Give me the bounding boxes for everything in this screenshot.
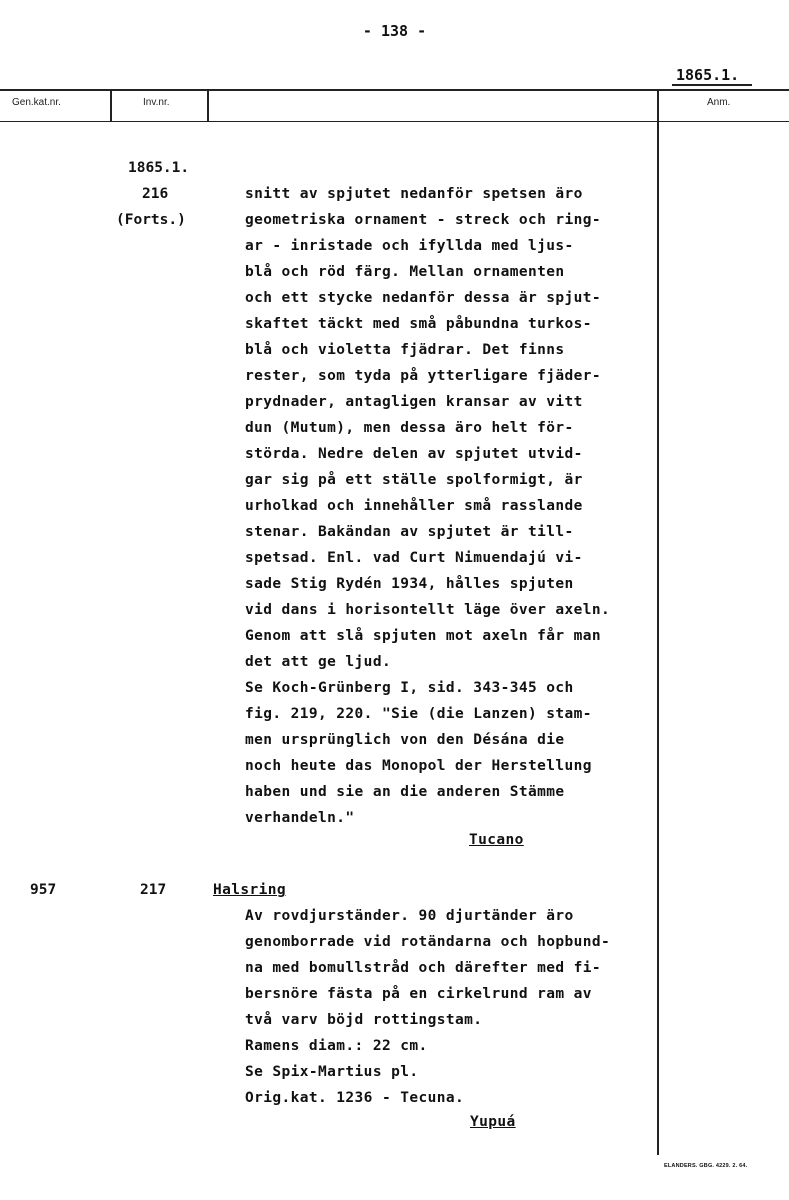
text-line: fig. 219, 220. "Sie (die Lanzen) stam- — [245, 706, 592, 722]
text-line: vid dans i horisontellt läge över axeln. — [245, 602, 611, 618]
printer-footer: ELANDERS. GBG. 4229. 2. 64. — [664, 1163, 748, 1169]
text-line: stenar. Bakändan av spjutet är till- — [245, 524, 574, 540]
header-top-rule — [0, 89, 789, 91]
text-line: Genom att slå spjuten mot axeln får man — [245, 628, 602, 644]
text-line: genomborrade vid rotändarna och hopbund- — [245, 934, 611, 950]
text-line: na med bomullstråd och därefter med fi- — [245, 960, 602, 976]
text-line: två varv böjd rottingstam. — [245, 1012, 483, 1028]
text-line: störda. Nedre delen av spjutet utvid- — [245, 446, 583, 462]
header-year: 1865.1. — [676, 66, 740, 84]
text-line: geometriska ornament - streck och ring- — [245, 212, 602, 228]
text-line: blå och röd färg. Mellan ornamenten — [245, 264, 565, 280]
text-line: men ursprünglich von den Désána die — [245, 732, 565, 748]
entry1-continued: (Forts.) — [116, 212, 186, 228]
text-line: Orig.kat. 1236 - Tecuna. — [245, 1090, 465, 1106]
text-line: Se Koch-Grünberg I, sid. 343-345 och — [245, 680, 574, 696]
text-line: gar sig på ett ställe spolformigt, är — [245, 472, 583, 488]
text-line: rester, som tyda på ytterligare fjäder- — [245, 368, 602, 384]
entry2-inv-number: 217 — [140, 882, 167, 898]
column-divider-1 — [110, 90, 112, 121]
text-line: verhandeln." — [245, 810, 355, 826]
page-number: - 138 - — [362, 22, 427, 40]
year-underline — [672, 84, 752, 86]
text-line: noch heute das Monopol der Herstellung — [245, 758, 592, 774]
text-line: dun (Mutum), men dessa äro helt för- — [245, 420, 574, 436]
entry1-inv-number: 216 — [142, 186, 169, 202]
header-bottom-rule — [0, 121, 789, 122]
header-anm: Anm. — [707, 97, 731, 108]
text-line: skaftet täckt med små påbundna turkos- — [245, 316, 592, 332]
entry1-tribe: Tucano — [469, 832, 524, 848]
text-line: och ett stycke nedanför dessa är spjut- — [245, 290, 602, 306]
text-line: prydnader, antagligen kransar av vitt — [245, 394, 583, 410]
text-line: det att ge ljud. — [245, 654, 392, 670]
entry1-year: 1865.1. — [128, 160, 190, 176]
text-line: sade Stig Rydén 1934, hålles spjuten — [245, 576, 574, 592]
text-line: Av rovdjurständer. 90 djurtänder äro — [245, 908, 574, 924]
column-divider-2 — [207, 90, 209, 121]
text-line: blå och violetta fjädrar. Det finns — [245, 342, 565, 358]
entry2-tribe: Yupuá — [470, 1114, 516, 1130]
entry2-title: Halsring — [213, 882, 287, 898]
text-line: snitt av spjutet nedanför spetsen äro — [245, 186, 583, 202]
text-line: spetsad. Enl. vad Curt Nimuendajú vi- — [245, 550, 583, 566]
text-line: haben und sie an die anderen Stämme — [245, 784, 565, 800]
text-line: bersnöre fästa på en cirkelrund ram av — [245, 986, 592, 1002]
header-genkat: Gen.kat.nr. — [12, 97, 61, 108]
text-line: Ramens diam.: 22 cm. — [245, 1038, 428, 1054]
entry2-genkat-number: 957 — [30, 882, 57, 898]
text-line: urholkad och innehåller små rasslande — [245, 498, 583, 514]
header-inv: Inv.nr. — [143, 97, 170, 108]
text-line: Se Spix-Martius pl. — [245, 1064, 419, 1080]
text-line: ar - inristade och ifyllda med ljus- — [245, 238, 574, 254]
column-divider-anm — [657, 90, 659, 1155]
